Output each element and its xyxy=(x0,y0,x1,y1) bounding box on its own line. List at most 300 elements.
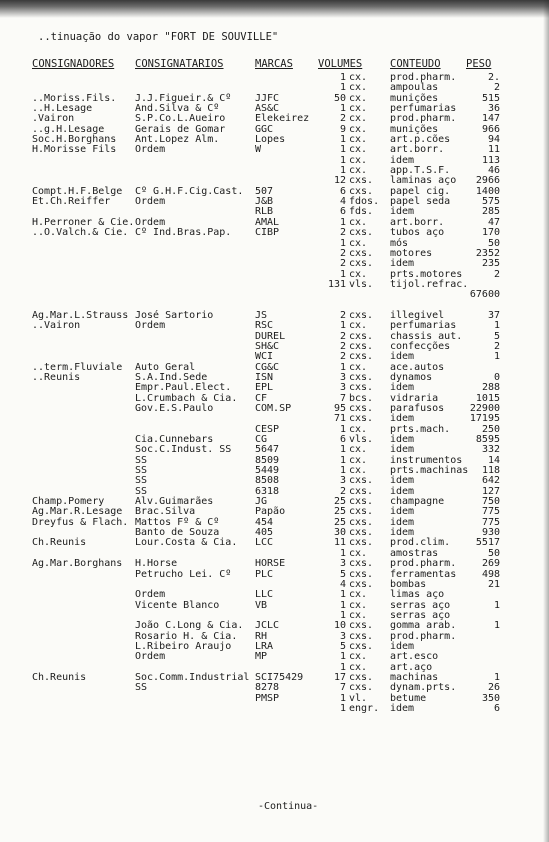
cell-consignor: H.Perroner & Cie. xyxy=(32,216,135,228)
cell-weight: 750 xyxy=(481,496,500,508)
cell-weight: 5 xyxy=(493,330,500,342)
cell-weight: 17195 xyxy=(469,413,500,425)
cell-volume-count: 25 xyxy=(333,516,346,528)
table-row xyxy=(0,259,549,269)
cell-contents: idem xyxy=(390,351,415,363)
cell-consignor: ..O.Valch.& Cie. xyxy=(32,227,129,239)
cell-volume-count: 1 xyxy=(339,320,346,332)
cell-weight: 36 xyxy=(487,103,500,115)
cell-volume-unit: cx. xyxy=(349,423,368,435)
cell-volume-count: 1 xyxy=(339,154,346,166)
cell-weight: 775 xyxy=(481,506,500,518)
cell-consignee: L.Ribeiro Araujo xyxy=(135,640,232,652)
cell-contents: art.p.cões xyxy=(390,134,451,146)
cell-volume-count: 1 xyxy=(339,423,346,435)
cell-volume-count: 6 xyxy=(339,434,346,446)
cell-weight: 250 xyxy=(481,423,500,435)
cell-volume-unit: cx. xyxy=(349,599,368,611)
cell-contents: tubos aço xyxy=(390,227,445,239)
cell-volume-unit: cx. xyxy=(349,82,368,94)
table-row xyxy=(0,642,549,652)
header-marks: MARCAS xyxy=(255,58,293,70)
cell-contents: ace.autos xyxy=(390,361,445,373)
cell-volume-unit: cx. xyxy=(349,651,368,663)
table-row xyxy=(0,694,549,704)
cell-volume-count: 2 xyxy=(339,309,346,321)
cell-consignee: SS xyxy=(135,465,148,477)
cell-consignee: Soc.Comm.Industrial xyxy=(135,671,250,683)
cell-mark: JG xyxy=(255,496,268,508)
cell-mark: WCI xyxy=(255,351,274,363)
cell-contents: idem xyxy=(390,475,415,487)
cell-volume-count: 4 xyxy=(339,578,346,590)
cell-volume-count: 7 xyxy=(339,392,346,404)
cell-volume-unit: cxs. xyxy=(349,630,374,642)
cell-consignee: S.P.Co.L.Aueiro xyxy=(135,113,226,125)
cell-consignee: L.Crumbach & Cia. xyxy=(135,392,238,404)
cell-contents: tijol.refrac. xyxy=(390,278,469,290)
cell-weight: 2 xyxy=(493,82,500,94)
cell-consignee: Mattos Fº & Cº xyxy=(135,516,220,528)
cell-contents: idem xyxy=(390,527,415,539)
cell-contents: prts.motores xyxy=(390,268,463,280)
cell-consignor: Et.Ch.Reiffer xyxy=(32,196,111,208)
cell-contents: papel seda xyxy=(390,196,451,208)
cell-weight: 1400 xyxy=(475,185,500,197)
cell-volume-count: 6 xyxy=(339,206,346,218)
header-consignees: CONSIGNATARIOS xyxy=(135,58,224,70)
scan-edge-top xyxy=(0,0,549,18)
cell-volume-count: 1 xyxy=(339,103,346,115)
table-row xyxy=(0,652,549,662)
cell-consignor: Champ.Pomery xyxy=(32,496,105,508)
cell-weight: 127 xyxy=(481,485,500,497)
cell-mark: 507 xyxy=(255,185,274,197)
cell-volume-count: 1 xyxy=(339,216,346,228)
cell-weight: 47 xyxy=(487,216,500,228)
cell-volume-count: 3 xyxy=(339,475,346,487)
cell-contents: limas aço xyxy=(390,589,445,601)
cell-consignor: H.Morisse Fils xyxy=(32,144,117,156)
cell-mark: Papão xyxy=(255,506,286,518)
cell-weight: 269 xyxy=(481,558,500,570)
cell-mark: LRA xyxy=(255,640,274,652)
cell-volume-count: 50 xyxy=(333,92,346,104)
cell-contents: prts.machinas xyxy=(390,465,469,477)
cell-consignee: Cia.Cunnebars xyxy=(135,434,214,446)
cell-volume-unit: cxs. xyxy=(349,403,374,414)
cell-volume-unit: engr. xyxy=(349,702,380,714)
cell-mark: LCC xyxy=(255,537,274,549)
cell-contents: chassis aut. xyxy=(390,330,463,342)
cell-weight: 67600 xyxy=(469,289,500,301)
cell-volume-count: 1 xyxy=(339,72,346,83)
cell-weight: 2352 xyxy=(475,247,500,259)
cell-volume-unit: cx. xyxy=(349,465,368,477)
cell-weight: 498 xyxy=(481,568,500,580)
cell-weight: 1 xyxy=(493,320,500,332)
cell-mark: LLC xyxy=(255,589,274,601)
cell-weight: 50 xyxy=(487,547,500,559)
cell-volume-count: 2 xyxy=(339,330,346,342)
cell-mark: AS&C xyxy=(255,103,280,115)
header-contents: CONTEUDO xyxy=(390,58,441,70)
cell-volume-count: 4 xyxy=(339,196,346,208)
cell-volume-unit: cx. xyxy=(349,103,368,115)
cell-volume-count: 1 xyxy=(339,547,346,559)
cell-volume-unit: cxs. xyxy=(349,258,374,270)
cell-volume-count: 25 xyxy=(333,496,346,508)
cell-weight: 11 xyxy=(487,144,500,156)
cell-contents: idem xyxy=(390,382,415,394)
cell-consignee: SS xyxy=(135,682,148,694)
table-row xyxy=(0,280,549,290)
cell-consignee: Lour.Costa & Cia. xyxy=(135,537,238,549)
cell-mark: 8509 xyxy=(255,454,280,466)
cell-volume-count: 2 xyxy=(339,258,346,270)
header-volumes: VOLUMES xyxy=(318,58,363,70)
cell-volume-unit: cxs. xyxy=(349,640,374,652)
cell-volume-unit: cx. xyxy=(349,134,368,146)
cell-contents: mós xyxy=(390,237,409,249)
cell-weight: 94 xyxy=(487,134,500,146)
cell-volume-count: 1 xyxy=(339,589,346,601)
cell-volume-count: 12 xyxy=(333,175,346,187)
table-row xyxy=(0,538,549,548)
header-weight: PESO xyxy=(466,58,492,70)
cell-mark: GGC xyxy=(255,123,274,135)
cell-contents: prod.pharm. xyxy=(390,72,457,83)
cell-volume-unit: cxs. xyxy=(349,475,374,487)
cell-mark: HORSE xyxy=(255,558,286,570)
cell-volume-unit: cxs. xyxy=(349,485,374,497)
cell-volume-unit: cx. xyxy=(349,113,368,125)
cell-volume-unit: vl. xyxy=(349,692,368,704)
table-row xyxy=(0,632,549,642)
cell-weight: 332 xyxy=(481,444,500,456)
cell-volume-count: 7 xyxy=(339,682,346,694)
cell-contents: instrumentos xyxy=(390,454,463,466)
cell-volume-unit: cxs. xyxy=(349,382,374,394)
cell-weight: 285 xyxy=(481,206,500,218)
cell-consignee: And.Silva & Cº xyxy=(135,103,220,115)
cell-contents: ampoulas xyxy=(390,82,439,94)
cell-consignee: Cº Ind.Bras.Pap. xyxy=(135,227,232,239)
cell-weight: 1015 xyxy=(475,392,500,404)
cell-mark: DUREL xyxy=(255,330,286,342)
cell-weight: 2 xyxy=(493,268,500,280)
cell-weight: 235 xyxy=(481,258,500,270)
cell-volume-unit: cx. xyxy=(349,154,368,166)
table-row xyxy=(0,73,549,83)
cell-volume-unit: vls. xyxy=(349,434,374,446)
cell-volume-unit: cxs. xyxy=(349,247,374,259)
cell-weight: 966 xyxy=(481,123,500,135)
cell-volume-unit: cx. xyxy=(349,589,368,601)
cell-volume-count: 3 xyxy=(339,558,346,570)
cell-weight: 46 xyxy=(487,165,500,177)
cell-contents: vidraria xyxy=(390,392,439,404)
cell-contents: idem xyxy=(390,258,415,270)
cell-volume-count: 6 xyxy=(339,185,346,197)
cell-volume-unit: cxs. xyxy=(349,558,374,570)
cell-consignor: ..term.Fluviale xyxy=(32,361,123,373)
cell-volume-unit: cx. xyxy=(349,92,368,104)
cell-contents: motores xyxy=(390,247,433,259)
cell-volume-count: 2 xyxy=(339,113,346,125)
cell-mark: CG&C xyxy=(255,361,280,373)
table-row xyxy=(0,601,549,611)
table-row xyxy=(0,239,549,249)
cell-contents: idem xyxy=(390,506,415,518)
header-consignors: CONSIGNADORES xyxy=(32,58,115,70)
cell-contents: idem xyxy=(390,434,415,446)
cell-volume-unit: cxs. xyxy=(349,671,374,683)
cell-volume-count: 30 xyxy=(333,527,346,539)
cell-weight: 775 xyxy=(481,516,500,528)
table-row xyxy=(0,342,549,352)
cell-contents: dynamos xyxy=(390,371,433,383)
cell-volume-count: 1 xyxy=(339,609,346,621)
cell-contents: idem xyxy=(390,206,415,218)
cell-volume-count: 1 xyxy=(339,454,346,466)
cell-volume-unit: cx. xyxy=(349,547,368,559)
cell-volume-count: 1 xyxy=(339,465,346,477)
cell-weight: 0 xyxy=(493,371,500,383)
cell-volume-count: 9 xyxy=(339,123,346,135)
cell-contents: prod.clim. xyxy=(390,537,451,549)
table-row xyxy=(0,590,549,600)
cell-volume-count: 3 xyxy=(339,371,346,383)
cell-volume-unit: fdos. xyxy=(349,196,380,208)
cell-consignor: Ch.Reunis xyxy=(32,671,87,683)
cell-mark: 8278 xyxy=(255,682,280,694)
cell-mark: RH xyxy=(255,630,268,642)
cell-volume-count: 1 xyxy=(339,599,346,611)
cell-volume-unit: cxs. xyxy=(349,568,374,580)
cell-volume-unit: cxs. xyxy=(349,527,374,539)
cell-weight: 350 xyxy=(481,692,500,704)
cell-consignor: .Vairon xyxy=(32,113,75,125)
cell-volume-count: 95 xyxy=(333,403,346,414)
cell-volume-count: 1 xyxy=(339,692,346,704)
cell-consignor: Dreyfus & Flach. xyxy=(32,516,129,528)
cell-contents: confecções xyxy=(390,340,451,352)
cell-volume-unit: cx. xyxy=(349,72,368,83)
cell-mark: EPL xyxy=(255,382,274,394)
cell-mark: RSC xyxy=(255,320,274,332)
cell-mark: J&B xyxy=(255,196,274,208)
cell-volume-count: 71 xyxy=(333,413,346,425)
cell-volume-unit: cx. xyxy=(349,444,368,456)
cell-volume-count: 1 xyxy=(339,361,346,373)
cell-volume-count: 1 xyxy=(339,134,346,146)
cell-mark: RLB xyxy=(255,206,274,218)
cell-consignor: ..g.H.Lesage xyxy=(32,123,105,135)
table-row xyxy=(0,383,549,393)
cell-consignee: Auto Geral xyxy=(135,361,196,373)
cell-weight: 21 xyxy=(487,578,500,590)
cell-contents: parafusos xyxy=(390,403,445,414)
cell-volume-count: 2 xyxy=(339,485,346,497)
cell-consignee: Ant.Lopez Alm. xyxy=(135,134,220,146)
cell-volume-unit: cxs. xyxy=(349,185,374,197)
table-row xyxy=(0,290,549,300)
cell-consignee: Ordem xyxy=(135,651,166,663)
cell-mark: SH&C xyxy=(255,340,280,352)
cell-mark: W xyxy=(255,144,262,156)
cell-volume-count: 5 xyxy=(339,568,346,580)
cell-consignee: João C.Long & Cia. xyxy=(135,620,244,632)
cell-consignee: Ordem xyxy=(135,589,166,601)
cell-volume-unit: cxs. xyxy=(349,371,374,383)
cell-volume-unit: cxs. xyxy=(349,351,374,363)
cell-mark: JCLC xyxy=(255,620,280,632)
cell-weight: 118 xyxy=(481,465,500,477)
table-row xyxy=(0,156,549,166)
cell-volume-unit: cxs. xyxy=(349,537,374,549)
cell-volume-count: 11 xyxy=(333,537,346,549)
table-row xyxy=(0,228,549,238)
table-row xyxy=(0,425,549,435)
cell-volume-count: 1 xyxy=(339,702,346,714)
cell-mark: CG xyxy=(255,434,268,446)
cell-consignee: Empr.Paul.Elect. xyxy=(135,382,232,394)
cell-weight: 1 xyxy=(493,351,500,363)
cell-consignee: J.J.Figueir.& Cº xyxy=(135,92,232,104)
document-title: ..tinuação do vapor "FORT DE SOUVILLE" xyxy=(38,31,279,43)
cell-contents: ferramentas xyxy=(390,568,457,580)
cell-volume-unit: cxs. xyxy=(349,309,374,321)
cell-weight: 1 xyxy=(493,599,500,611)
cell-weight: 930 xyxy=(481,527,500,539)
cell-mark: CIBP xyxy=(255,227,280,239)
cell-volume-count: 3 xyxy=(339,630,346,642)
cell-consignee: SS xyxy=(135,454,148,466)
cell-consignee: Ordem xyxy=(135,320,166,332)
cell-consignor: ..Reunis xyxy=(32,371,81,383)
cell-volume-unit: cxs. xyxy=(349,578,374,590)
table-row xyxy=(0,373,549,383)
cell-volume-unit: cxs. xyxy=(349,330,374,342)
cell-contents: art.borr. xyxy=(390,144,445,156)
cell-contents: prts.mach. xyxy=(390,423,451,435)
cell-volume-unit: cx. xyxy=(349,320,368,332)
table-row xyxy=(0,249,549,259)
cell-volume-unit: cx. xyxy=(349,454,368,466)
cell-contents: machinas xyxy=(390,671,439,683)
cell-mark: 5449 xyxy=(255,465,280,477)
cell-contents: app.T.S.F. xyxy=(390,165,451,177)
cell-weight: 26 xyxy=(487,682,500,694)
cell-mark: JS xyxy=(255,309,268,321)
cell-contents: idem xyxy=(390,516,415,528)
cell-contents: perfumarias xyxy=(390,320,457,332)
cell-consignor: ..Moriss.Fils. xyxy=(32,92,117,104)
cell-contents: idem xyxy=(390,154,415,166)
cell-volume-count: 2 xyxy=(339,247,346,259)
cell-weight: 170 xyxy=(481,227,500,239)
cell-mark: VB xyxy=(255,599,268,611)
cell-consignee: SS xyxy=(135,475,148,487)
table-row xyxy=(0,580,549,590)
cell-volume-unit: cx. xyxy=(349,216,368,228)
table-row xyxy=(0,166,549,176)
cell-volume-count: 2 xyxy=(339,351,346,363)
cell-weight: 642 xyxy=(481,475,500,487)
cell-consignee: Gerais de Gomar xyxy=(135,123,226,135)
cell-contents: prod.pharm. xyxy=(390,113,457,125)
cell-volume-count: 1 xyxy=(339,165,346,177)
cell-contents: dynam.prts. xyxy=(390,682,457,694)
cell-volume-unit: cx. xyxy=(349,661,368,673)
cell-weight: 2966 xyxy=(475,175,500,187)
cell-weight: 288 xyxy=(481,382,500,394)
cell-consignee: Petrucho Lei. Cº xyxy=(135,568,232,580)
cell-consignee: H.Horse xyxy=(135,558,178,570)
cell-mark: CESP xyxy=(255,423,280,435)
cell-volume-count: 1 xyxy=(339,144,346,156)
cell-weight: 8595 xyxy=(475,434,500,446)
cell-volume-unit: bcs. xyxy=(349,392,374,404)
cell-volume-unit: cx. xyxy=(349,123,368,135)
cell-consignee: Banto de Souza xyxy=(135,527,220,539)
table-row xyxy=(0,704,549,714)
cell-consignee: Ordem xyxy=(135,196,166,208)
cell-consignor: Ch.Reunis xyxy=(32,537,87,549)
cell-weight: 575 xyxy=(481,196,500,208)
cell-consignee: Vicente Blanco xyxy=(135,599,220,611)
cell-volume-unit: cxs. xyxy=(349,227,374,239)
cell-volume-unit: fds. xyxy=(349,206,374,218)
cell-mark: 6318 xyxy=(255,485,280,497)
cell-consignor: Soc.H.Borghans xyxy=(32,134,117,146)
cell-weight: 5517 xyxy=(475,537,500,549)
cell-volume-unit: cx. xyxy=(349,144,368,156)
cell-consignee: S.A.Ind.Sede xyxy=(135,371,208,383)
cell-consignor: Compt.H.F.Belge xyxy=(32,185,123,197)
cell-mark: 8508 xyxy=(255,475,280,487)
cell-contents: perfumarias xyxy=(390,103,457,115)
cell-weight: 37 xyxy=(487,309,500,321)
cell-volume-unit: cx. xyxy=(349,361,368,373)
cell-weight: 2. xyxy=(487,72,500,83)
cell-contents: prod.pharm. xyxy=(390,558,457,570)
cell-volume-count: 1 xyxy=(339,651,346,663)
cell-consignor: Ag.Mar.L.Strauss xyxy=(32,309,129,321)
cell-mark: SCI75429 xyxy=(255,671,304,683)
cell-volume-unit: cx. xyxy=(349,165,368,177)
cell-contents: art.borr. xyxy=(390,216,445,228)
cell-volume-count: 17 xyxy=(333,671,346,683)
cell-weight: 2 xyxy=(493,340,500,352)
cell-contents: idem xyxy=(390,444,415,456)
cell-weight: 1 xyxy=(493,671,500,683)
cell-volume-count: 2 xyxy=(339,340,346,352)
cell-volume-unit: cx. xyxy=(349,268,368,280)
cell-contents: prod.pharm. xyxy=(390,630,457,642)
cell-contents: betume xyxy=(390,692,427,704)
cell-weight: 22900 xyxy=(469,403,500,414)
cell-consignee: Alv.Guimarães xyxy=(135,496,214,508)
cell-weight: 1 xyxy=(493,620,500,632)
table-row xyxy=(0,621,549,631)
cell-consignor: Ag.Mar.R.Lesage xyxy=(32,506,123,518)
cell-volume-unit: cxs. xyxy=(349,516,374,528)
cell-weight: 515 xyxy=(481,92,500,104)
cell-contents: laminas aço xyxy=(390,175,457,187)
cell-contents: gomma arab. xyxy=(390,620,457,632)
